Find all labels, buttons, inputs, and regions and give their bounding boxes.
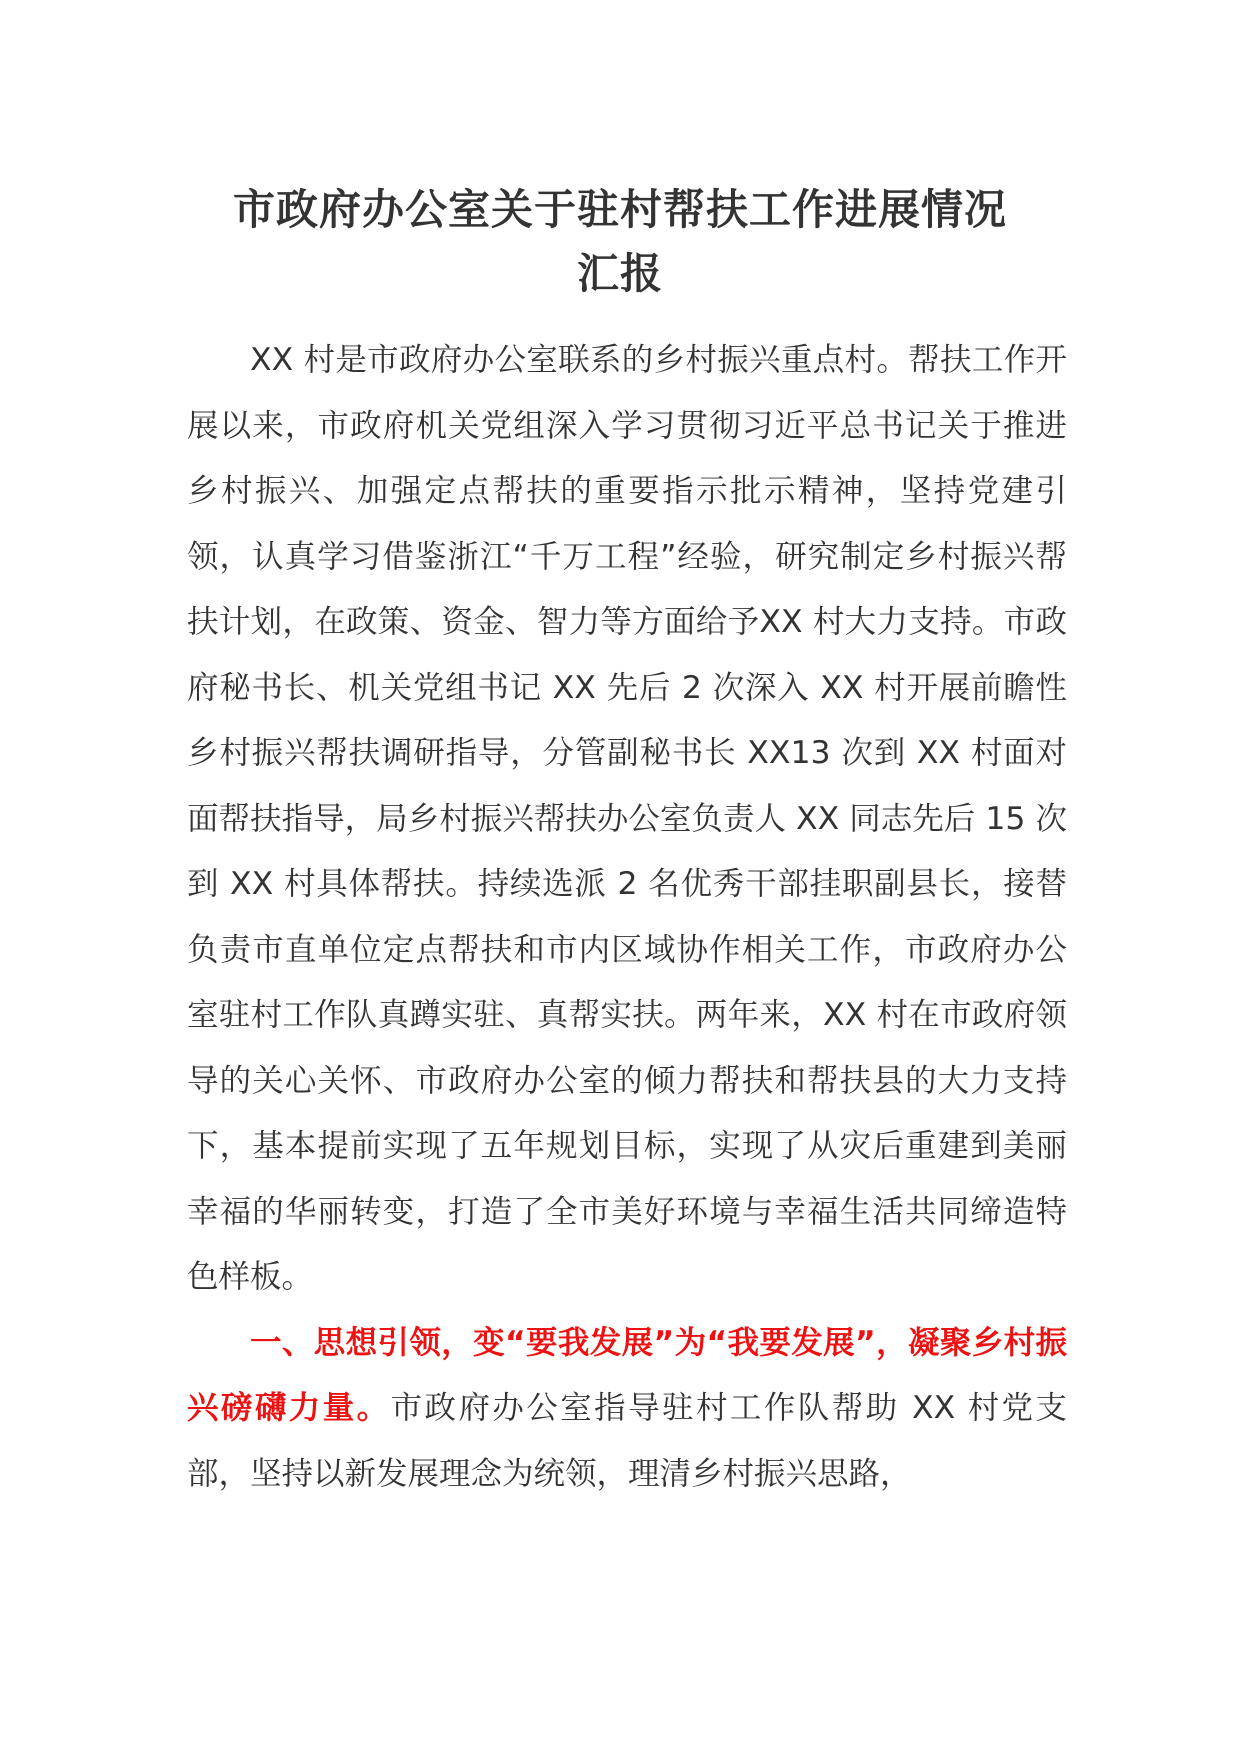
document-body	[187, 328, 1067, 1507]
document-title	[150, 178, 1090, 306]
paragraph-section-1	[187, 1311, 1067, 1508]
section-1-heading: 一、思想引领，变“要我发展”为“我要发展”，凝聚乡村振兴磅礴力量。	[187, 1324, 1067, 1426]
section-1-text: 市政府办公室指导驻村工作队帮助 XX 村党支部，坚持以新发展理念为统领，理清乡村振兴思路，	[187, 1390, 1067, 1492]
title-line-1: 市政府办公室关于驻村帮扶工作进展情况	[232, 185, 1007, 234]
title-line-2: 汇报	[576, 249, 663, 298]
paragraph-intro: XX 村是市政府办公室联系的乡村振兴重点村。帮扶工作开展以来，市政府机关党组深入学习贯彻习近平总书记关于推进乡村振兴、加强定点帮扶的重要指示批示精神，坚持党建引领，认真学习借鉴浙江“千万工程”经验，研究制定乡村振兴帮扶计划，在政策、资金、智力等方面给予XX 村大力支持。市政府秘书长、机关党组书记 XX 先后 2 次深入 XX 村开展前瞻性乡村振兴帮扶调研指导，分管副秘书长 XX13 次到 XX 村面对面帮扶指导，局乡村振兴帮扶办公室负责人 XX 同志先后 15 次到 XX 村具体帮扶。持续选派 2 名优秀干部挂职副县长，接替负责市直单位定点帮扶和市内区域协作相关工作，市政府办公室驻村工作队真蹲实驻、真帮实扶。两年来，XX 村在市政府领导的关心关怀、市政府办公室的倾力帮扶和帮扶县的大力支持下，基本提前实现了五年规划目标，实现了从灾后重建到美丽幸福的华丽转变，打造了全市美好环境与幸福生活共同缔造特色样板。	[187, 342, 1067, 1295]
